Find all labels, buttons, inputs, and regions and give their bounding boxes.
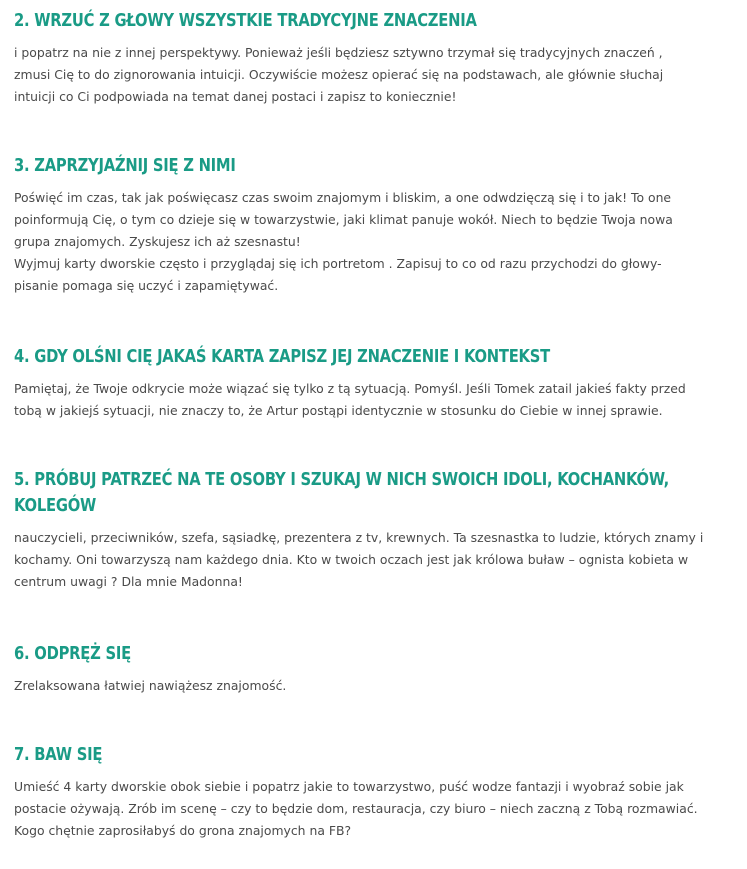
section-heading: 6. ODPRĘŻ SIĘ <box>14 643 131 664</box>
paragraph-line: Umieść 4 karty dworskie obok siebie i popatrz jakie to towarzystwo, puść wodze fantazji i wyobraź sobie jak <box>14 779 684 794</box>
section-heading-line: 5. PRÓBUJ PATRZEĆ NA TE OSOBY I SZUKAJ W NICH SWOICH IDOLI, KOCHANKÓW, <box>14 469 670 490</box>
section-heading: 3. ZAPRZYJAŹNIJ SIĘ Z NIMI <box>14 155 236 176</box>
paragraph-line: kochamy. Oni towarzyszą nam każdego dnia. Kto w twoich oczach jest jak królowa buław – ognista kobieta w <box>14 552 689 567</box>
section-7 <box>14 742 734 842</box>
section-paragraph <box>14 776 734 842</box>
section-heading: 4. GDY OLŚNI CIĘ JAKAŚ KARTA ZAPISZ JEJ ZNACZENIE I KONTEKST <box>14 346 550 367</box>
paragraph-line: centrum uwagi ? Dla mnie Madonna! <box>14 574 243 589</box>
section-6 <box>14 641 734 697</box>
section-paragraph <box>14 378 734 422</box>
paragraph-line: zmusi Cię to do zignorowania intuicji. Oczywiście możesz opierać się na podstawach, ale głównie słuchaj <box>14 67 664 82</box>
paragraph-line: Wyjmuj karty dworskie często i przyglądaj się ich portretom . Zapisuj to co od razu przychodzi do głowy- <box>14 256 662 271</box>
section-heading-line: KOLEGÓW <box>14 495 97 516</box>
section-paragraph <box>14 527 734 593</box>
section-paragraph <box>14 42 734 108</box>
paragraph-line: grupa znajomych. Zyskujesz ich aż szesnastu! <box>14 234 301 249</box>
section-paragraph <box>14 187 734 297</box>
paragraph-line: Zrelaksowana łatwiej nawiążesz znajomość. <box>14 678 287 693</box>
paragraph-line: i popatrz na nie z innej perspektywy. Ponieważ jeśli będziesz sztywno trzymał się tradycyjnych znaczeń , <box>14 45 663 60</box>
section-paragraph <box>14 675 734 697</box>
paragraph-line: pisanie pomaga się uczyć i zapamiętywać. <box>14 278 279 293</box>
paragraph-line: tobą w jakiejś sytuacji, nie znaczy to, że Artur postąpi identycznie w stosunku do Ciebie w innej sprawie. <box>14 403 663 418</box>
section-heading: 2. WRZUĆ Z GŁOWY WSZYSTKIE TRADYCYJNE ZNACZENIA <box>14 10 477 31</box>
paragraph-line: Kogo chętnie zaprosiłabyś do grona znajomych na FB? <box>14 823 352 838</box>
paragraph-line: Pamiętaj, że Twoje odkrycie może wiązać się tylko z tą sytuacją. Pomyśl. Jeśli Tomek zatail jakieś fakty przed <box>14 381 686 396</box>
paragraph-line: nauczycieli, przeciwników, szefa, sąsiadkę, prezentera z tv, krewnych. Ta szesnastka to ludzie, których znamy i <box>14 530 704 545</box>
paragraph-line: Poświęć im czas, tak jak poświęcasz czas swoim znajomym i bliskim, a one odwdzięczą się i to jak! To one <box>14 190 672 205</box>
paragraph-line: postacie ożywają. Zrób im scenę – czy to będzie dom, restauracja, czy biuro – niech zaczną z Tobą rozmawiać. <box>14 801 698 816</box>
section-4 <box>14 344 734 422</box>
section-heading: 7. BAW SIĘ <box>14 744 103 765</box>
paragraph-line: poinformują Cię, o tym co dzieje się w towarzystwie, jaki klimat panuje wokół. Niech to będzie Twoja nowa <box>14 212 673 227</box>
section-3 <box>14 153 734 297</box>
section-5 <box>14 467 734 593</box>
section-2 <box>14 8 734 108</box>
paragraph-line: intuicji co Ci podpowiada na temat danej postaci i zapisz to koniecznie! <box>14 89 457 104</box>
